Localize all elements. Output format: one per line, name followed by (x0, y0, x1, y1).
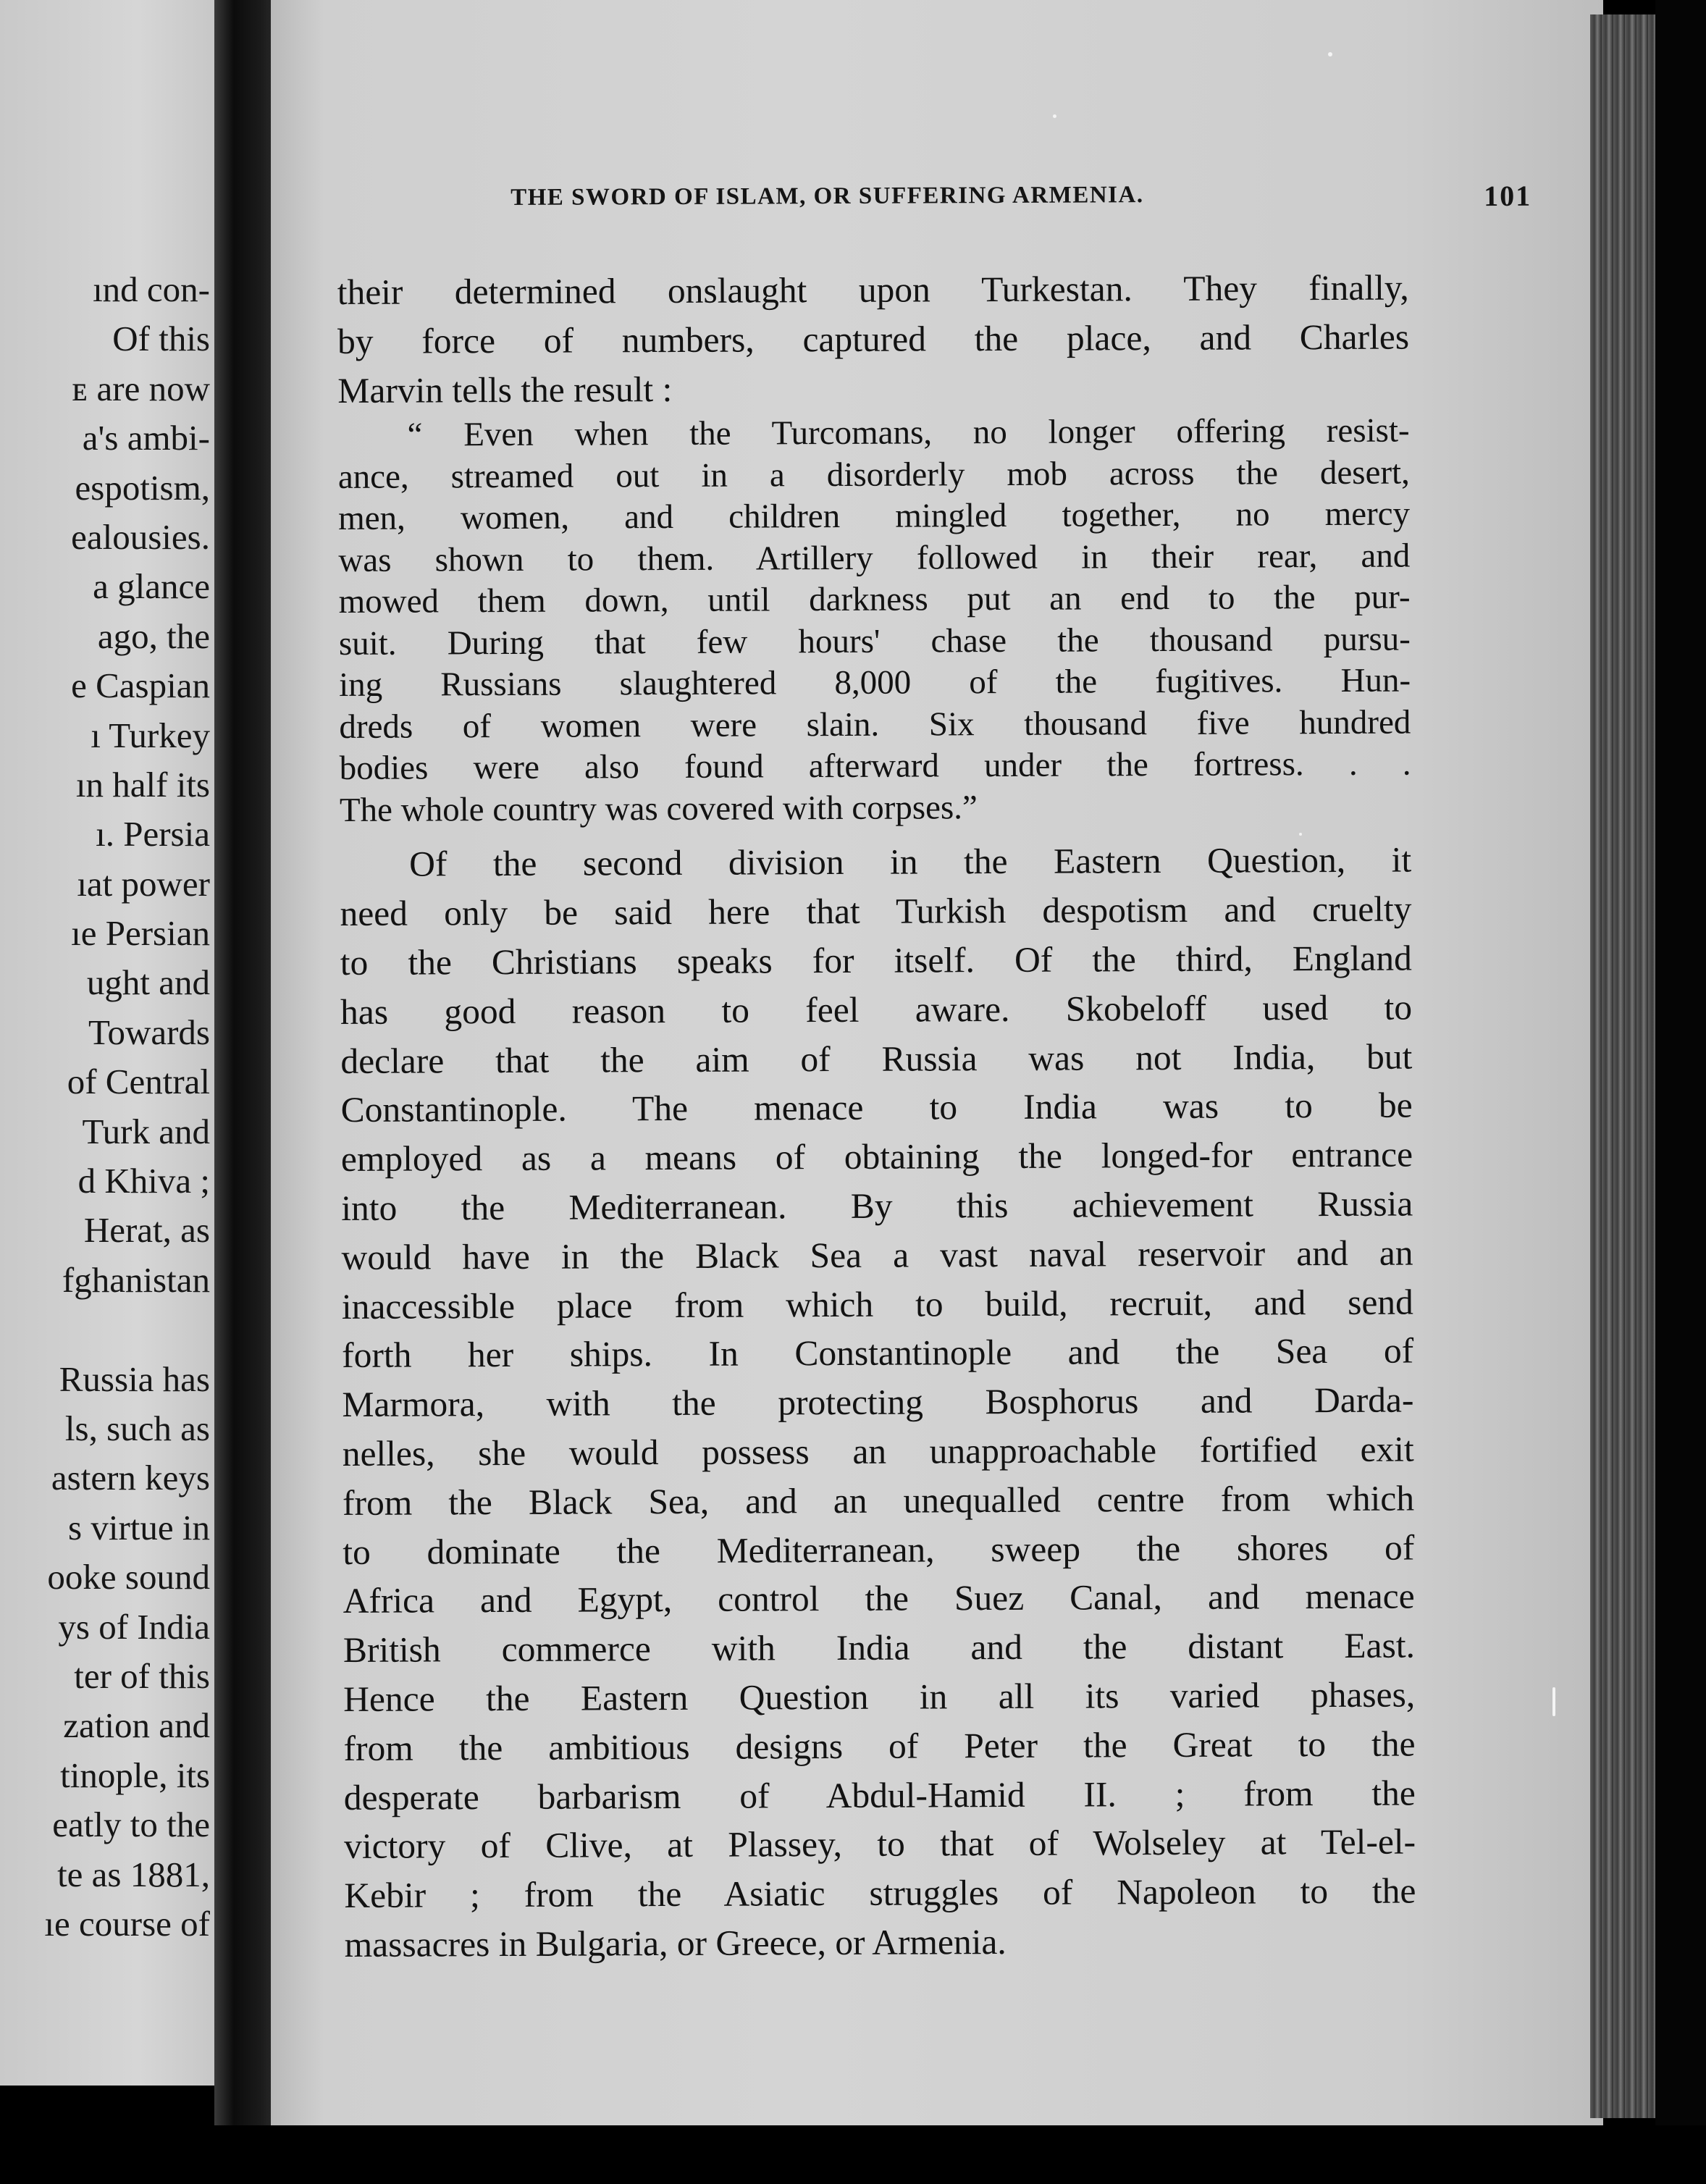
main-paragraph (340, 836, 1416, 1970)
running-head-title: THE SWORD OF ISLAM, OR SUFFERING ARMENIA. (510, 182, 1144, 211)
text-line: forth her ships. In Constantinople and the Sea of (342, 1330, 1414, 1376)
text-line: Constantinople. The menace to India was to be (340, 1085, 1413, 1130)
left-page-line: ı. Persia (96, 814, 210, 854)
left-page-line: s virtue in (68, 1507, 210, 1547)
left-page-line: ls, such as (64, 1408, 210, 1448)
left-page-line: te as 1881, (57, 1854, 210, 1894)
left-page-line (44, 1305, 210, 1354)
text-line: need only be said here that Turkish despotism and cruelty (340, 889, 1412, 934)
quote-line: suit. During that few hours' chase the thousand pursu- (338, 620, 1411, 663)
left-page-line: ught and (86, 962, 210, 1003)
text-line: to the Christians speaks for itself. Of the third, England (340, 938, 1412, 983)
left-page-line: Herat, as (83, 1210, 210, 1251)
quote-line: The whole country was covered with corpses.” (339, 789, 978, 829)
running-head (337, 180, 1531, 222)
left-page-line: Towards (88, 1012, 210, 1052)
main-page (271, 0, 1603, 2125)
left-page (0, 0, 230, 2086)
quote-line: ing Russians slaughtered 8,000 of the fugitives. Hun- (339, 661, 1411, 705)
text-line: Marvin tells the result : (337, 369, 673, 411)
intro-paragraph (337, 264, 1410, 416)
text-line: Africa and Egypt, control the Suez Canal, and menace (343, 1576, 1415, 1621)
left-page-line: espotism, (75, 467, 210, 508)
left-page-line: Turk and (82, 1111, 210, 1151)
left-page-line: astern keys (51, 1458, 210, 1498)
page-number: 101 (1484, 179, 1532, 213)
text-line: victory of Clive, at Plassey, to that of Wolseley at Tel-el- (344, 1821, 1416, 1867)
left-page-line: ter of this (74, 1655, 210, 1696)
left-page-line: e Caspian (71, 665, 210, 706)
scan-border-bottom (0, 2125, 1706, 2184)
text-line: nelles, she would possess an unapproachable fortified exit (342, 1429, 1414, 1474)
left-page-line: ago, the (97, 616, 210, 656)
book-gutter (214, 0, 280, 2184)
text-line: Marmora, with the protecting Bosphorus and Darda- (342, 1379, 1414, 1425)
left-page-line: ıat power (77, 863, 210, 904)
text-line: would have in the Black Sea a vast naval reservoir and an (341, 1232, 1413, 1277)
scan-border-right (1655, 0, 1706, 2184)
text-line: from the Black Sea, and an unequalled centre from which (342, 1478, 1415, 1523)
left-page-line: zation and (63, 1705, 210, 1746)
quote-line: mowed them down, until darkness put an end to the pur- (338, 578, 1411, 621)
dust-speck (1299, 833, 1302, 836)
quote-line: was shown to them. Artillery followed in their rear, and (338, 537, 1411, 579)
left-page-line: ys of India (58, 1606, 210, 1647)
text-line: into the Mediterranean. By this achievement Russia (341, 1183, 1413, 1228)
dust-speck (1053, 114, 1056, 118)
left-page-line: of Central (67, 1062, 210, 1102)
text-line: massacres in Bulgaria, or Greece, or Armenia. (344, 1921, 1007, 1965)
text-line: from the ambitious designs of Peter the Great to the (343, 1723, 1416, 1768)
scratch-mark (1552, 1687, 1555, 1716)
text-line: Hence the Eastern Question in all its varied phases, (343, 1674, 1416, 1719)
left-page-line: eatly to the (52, 1805, 210, 1845)
text-line: Of the second division in the Eastern Question, it (409, 839, 1412, 884)
left-page-line: Of this (112, 319, 210, 359)
body-text (337, 264, 1416, 1970)
left-page-line: ealousies. (71, 516, 210, 557)
left-page-line: d Khiva ; (77, 1161, 210, 1201)
quote-line: men, women, and children mingled together, no mercy (338, 495, 1411, 538)
dust-speck (1328, 52, 1332, 56)
text-line: declare that the aim of Russia was not India, but (340, 1036, 1413, 1081)
left-page-line: ın half its (75, 764, 210, 805)
text-line: employed as a means of obtaining the longed-for entrance (340, 1134, 1413, 1180)
left-page-line: ıe Persian (71, 913, 210, 954)
left-page-line: a glance (93, 566, 210, 607)
left-page-line: a's ambi- (82, 418, 210, 458)
text-line: desperate barbarism of Abdul-Hamid II. ; from the (343, 1773, 1416, 1818)
text-line: has good reason to feel aware. Skobeloff used to (340, 987, 1413, 1032)
quote-line: bodies were also found afterward under the fortress. . . (339, 744, 1411, 788)
text-line: Kebir ; from the Asiatic struggles of Napoleon to the (344, 1870, 1416, 1916)
text-line: British commerce with India and the distant East. (343, 1625, 1416, 1671)
left-page-line: Russia has (59, 1358, 210, 1399)
left-page-line: ooke sound (47, 1557, 210, 1597)
left-page-line: tinople, its (60, 1755, 210, 1795)
quote-line: “ Even when the Turcomans, no longer offering resist- (407, 411, 1410, 454)
text-line: inaccessible place from which to build, recruit, and send (341, 1282, 1413, 1327)
quote-line: ance, streamed out in a disorderly mob across the desert, (337, 453, 1410, 496)
block-quote (338, 411, 1411, 831)
left-page-line: ıe course of (44, 1903, 210, 1944)
quote-line: dreds of women were slain. Six thousand five hundred (339, 703, 1411, 746)
left-page-line: ı Turkey (91, 715, 210, 755)
left-page-text (44, 265, 210, 1949)
text-line: by force of numbers, captured the place, and Charles (337, 316, 1410, 361)
left-page-line: fghanistan (62, 1259, 210, 1300)
left-page-line: ᴇ are now (72, 368, 210, 408)
text-line: their determined onslaught upon Turkestan. They finally, (337, 267, 1409, 312)
left-page-line: ınd con- (93, 269, 210, 309)
text-line: to dominate the Mediterranean, sweep the shores of (343, 1527, 1415, 1572)
